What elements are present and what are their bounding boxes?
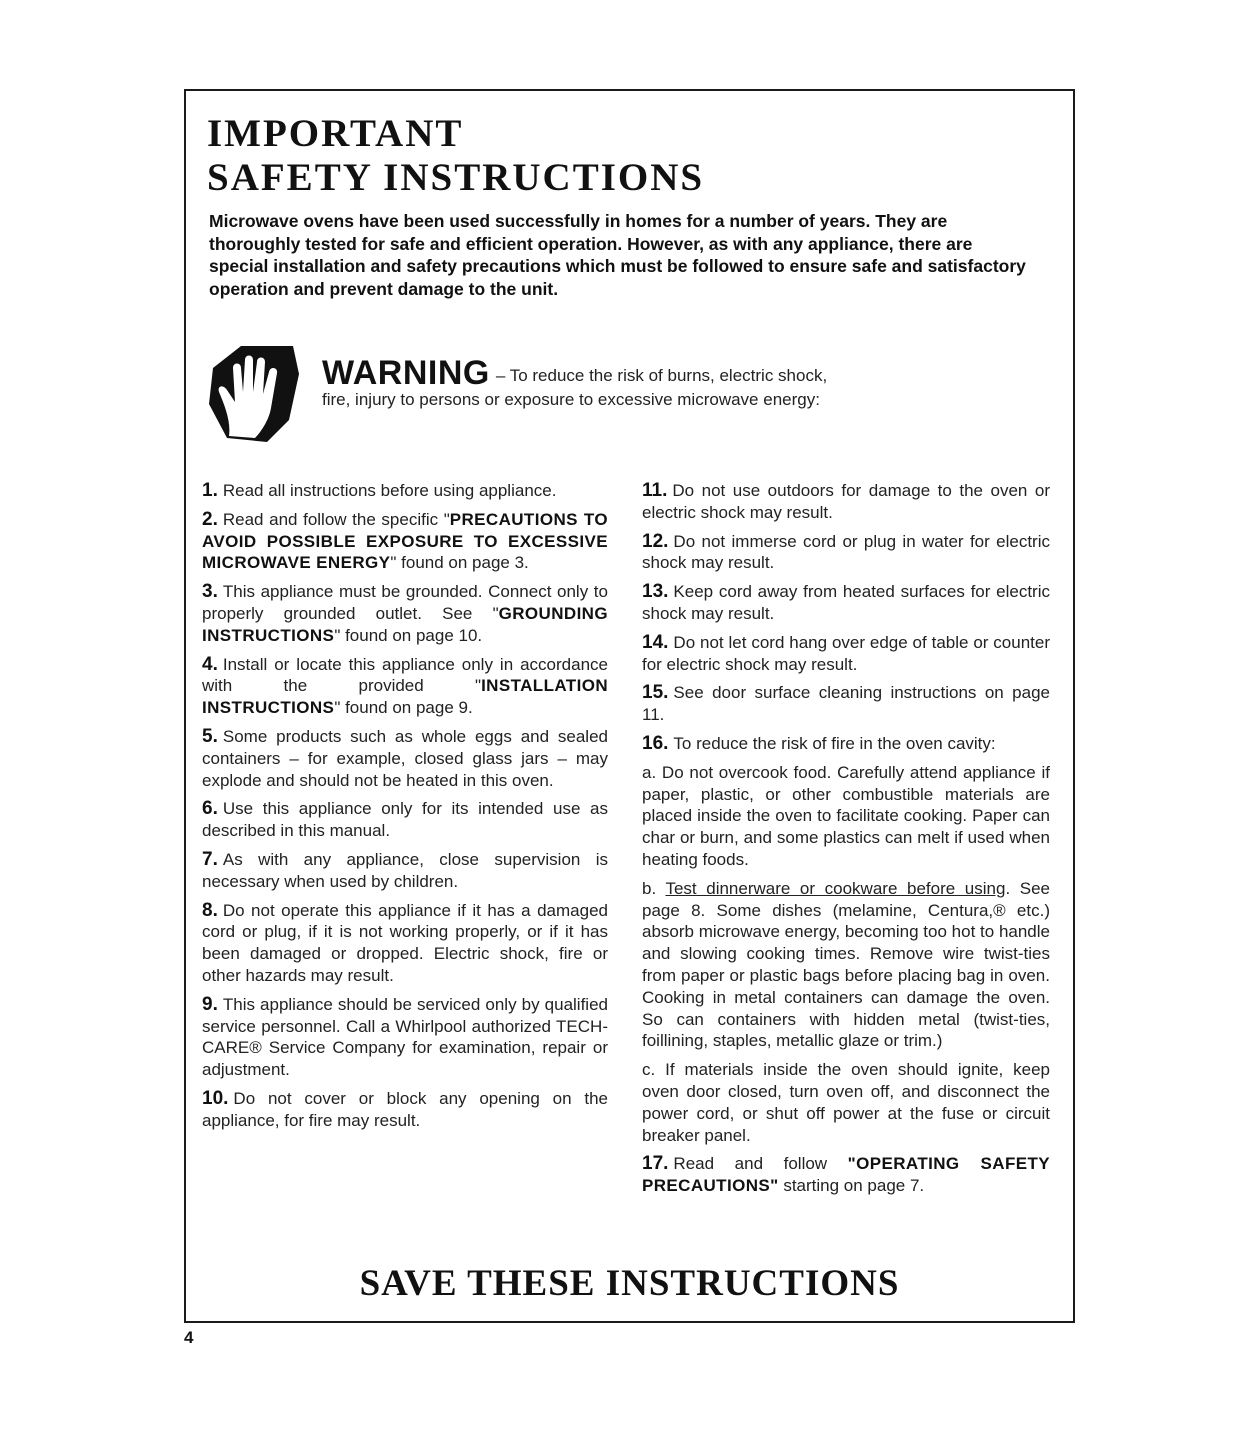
instruction-item: 6. Use this appliance only for its intended use as described in this manual. xyxy=(202,798,608,841)
title-line-1: IMPORTANT xyxy=(207,112,464,155)
instruction-item: 2. Read and follow the specific "PRECAUTIONS TO AVOID POSSIBLE EXPOSURE TO EXCESSIVE MICROWAVE ENERGY" found on page 3. xyxy=(202,508,608,573)
instruction-item: 12. Do not immerse cord or plug in water for electric shock may result. xyxy=(642,530,1050,573)
instruction-item: 7. As with any appliance, close supervision is necessary when used by children. xyxy=(202,848,608,891)
instruction-item: 8. Do not operate this appliance if it has a damaged cord or plug, if it is not working properly, or if it has been damaged or dropped. Electric shock, fire or other hazards may result. xyxy=(202,899,608,985)
instruction-item: 14. Do not let cord hang over edge of table or counter for electric shock may result. xyxy=(642,631,1050,674)
instruction-item: 4. Install or locate this appliance only in accordance with the provided "INSTALLATION INSTRUCTIONS" found on page 9. xyxy=(202,653,608,718)
page-title xyxy=(207,112,704,200)
sub-item-a: a. Do not overcook food. Carefully attend appliance if paper, plastic, or other combustible materials are placed inside the oven to facilitate cooking. Paper can char or burn, and some plastics can melt if used when heating foods. xyxy=(642,762,1050,869)
instruction-item: 16. To reduce the risk of fire in the oven cavity: xyxy=(642,732,996,754)
instructions-right-column xyxy=(642,480,1050,1204)
instruction-item: 1. Read all instructions before using appliance. xyxy=(202,480,557,501)
page-number: 4 xyxy=(184,1328,194,1347)
instructions-left-column xyxy=(202,480,608,1139)
warning-text-2: fire, injury to persons or exposure to excessive microwave energy: xyxy=(322,390,820,409)
sub-item-c: c. If materials inside the oven should ignite, keep oven door closed, turn oven off, and disconnect the power cord, or shut off power at the fuse or circuit breaker panel. xyxy=(642,1060,1050,1145)
warning-block xyxy=(322,354,1022,411)
sub-item-b: b. Test dinnerware or cookware before using. See page 8. Some dishes (melamine, Centura,® etc.) absorb microwave energy, becoming too hot to handle and slowing cooking times. Remove wire twist-ties from paper or plastic bags before placing bag in oven. Cooking in metal containers can damage the oven. So can containers with hidden metal (twist-ties, foillining, staples, metallic glaze or trim.) xyxy=(642,878,1051,1051)
instruction-item: 9. This appliance should be serviced only by qualified service personnel. Call a Whirlpool authorized TECH-CARE® Service Company for examination, repair or adjustment. xyxy=(202,993,608,1080)
instruction-item: 15. See door surface cleaning instructions on page 11. xyxy=(642,682,1050,725)
instruction-item: 13. Keep cord away from heated surfaces for electric shock may result. xyxy=(642,581,1050,623)
save-instructions-heading: SAVE THESE INSTRUCTIONS xyxy=(359,1263,900,1304)
instruction-item: 17. Read and follow "OPERATING SAFETY PRECAUTIONS" starting on page 7. xyxy=(642,1153,1050,1196)
warning-text-1: – To reduce the risk of burns, electric shock, xyxy=(495,366,828,385)
instruction-item: 10. Do not cover or block any opening on the appliance, for fire may result. xyxy=(202,1087,608,1130)
instruction-item: 3. This appliance must be grounded. Connect only to properly grounded outlet. See "GROUNDING INSTRUCTIONS" found on page 10. xyxy=(202,581,608,645)
hand-icon xyxy=(207,342,299,442)
instruction-item: 5. Some products such as whole eggs and sealed containers – for example, closed glass jars – may explode and should not be heated in this oven. xyxy=(202,725,608,790)
warning-title: WARNING xyxy=(322,354,490,392)
sub-item-b-underlined: Test dinnerware or cookware before using xyxy=(665,878,1006,898)
instruction-item: 11. Do not use outdoors for damage to the oven or electric shock may result. xyxy=(642,480,1050,522)
title-line-2: SAFETY INSTRUCTIONS xyxy=(207,156,705,199)
intro-paragraph: Microwave ovens have been used successfully in homes for a number of years. They are thoroughly tested for safe and efficient operation. However, as with any appliance, there are special installation and safety precautions which must be followed to ensure safe and satisfactory operation and prevent damage to the unit. xyxy=(209,211,1026,299)
